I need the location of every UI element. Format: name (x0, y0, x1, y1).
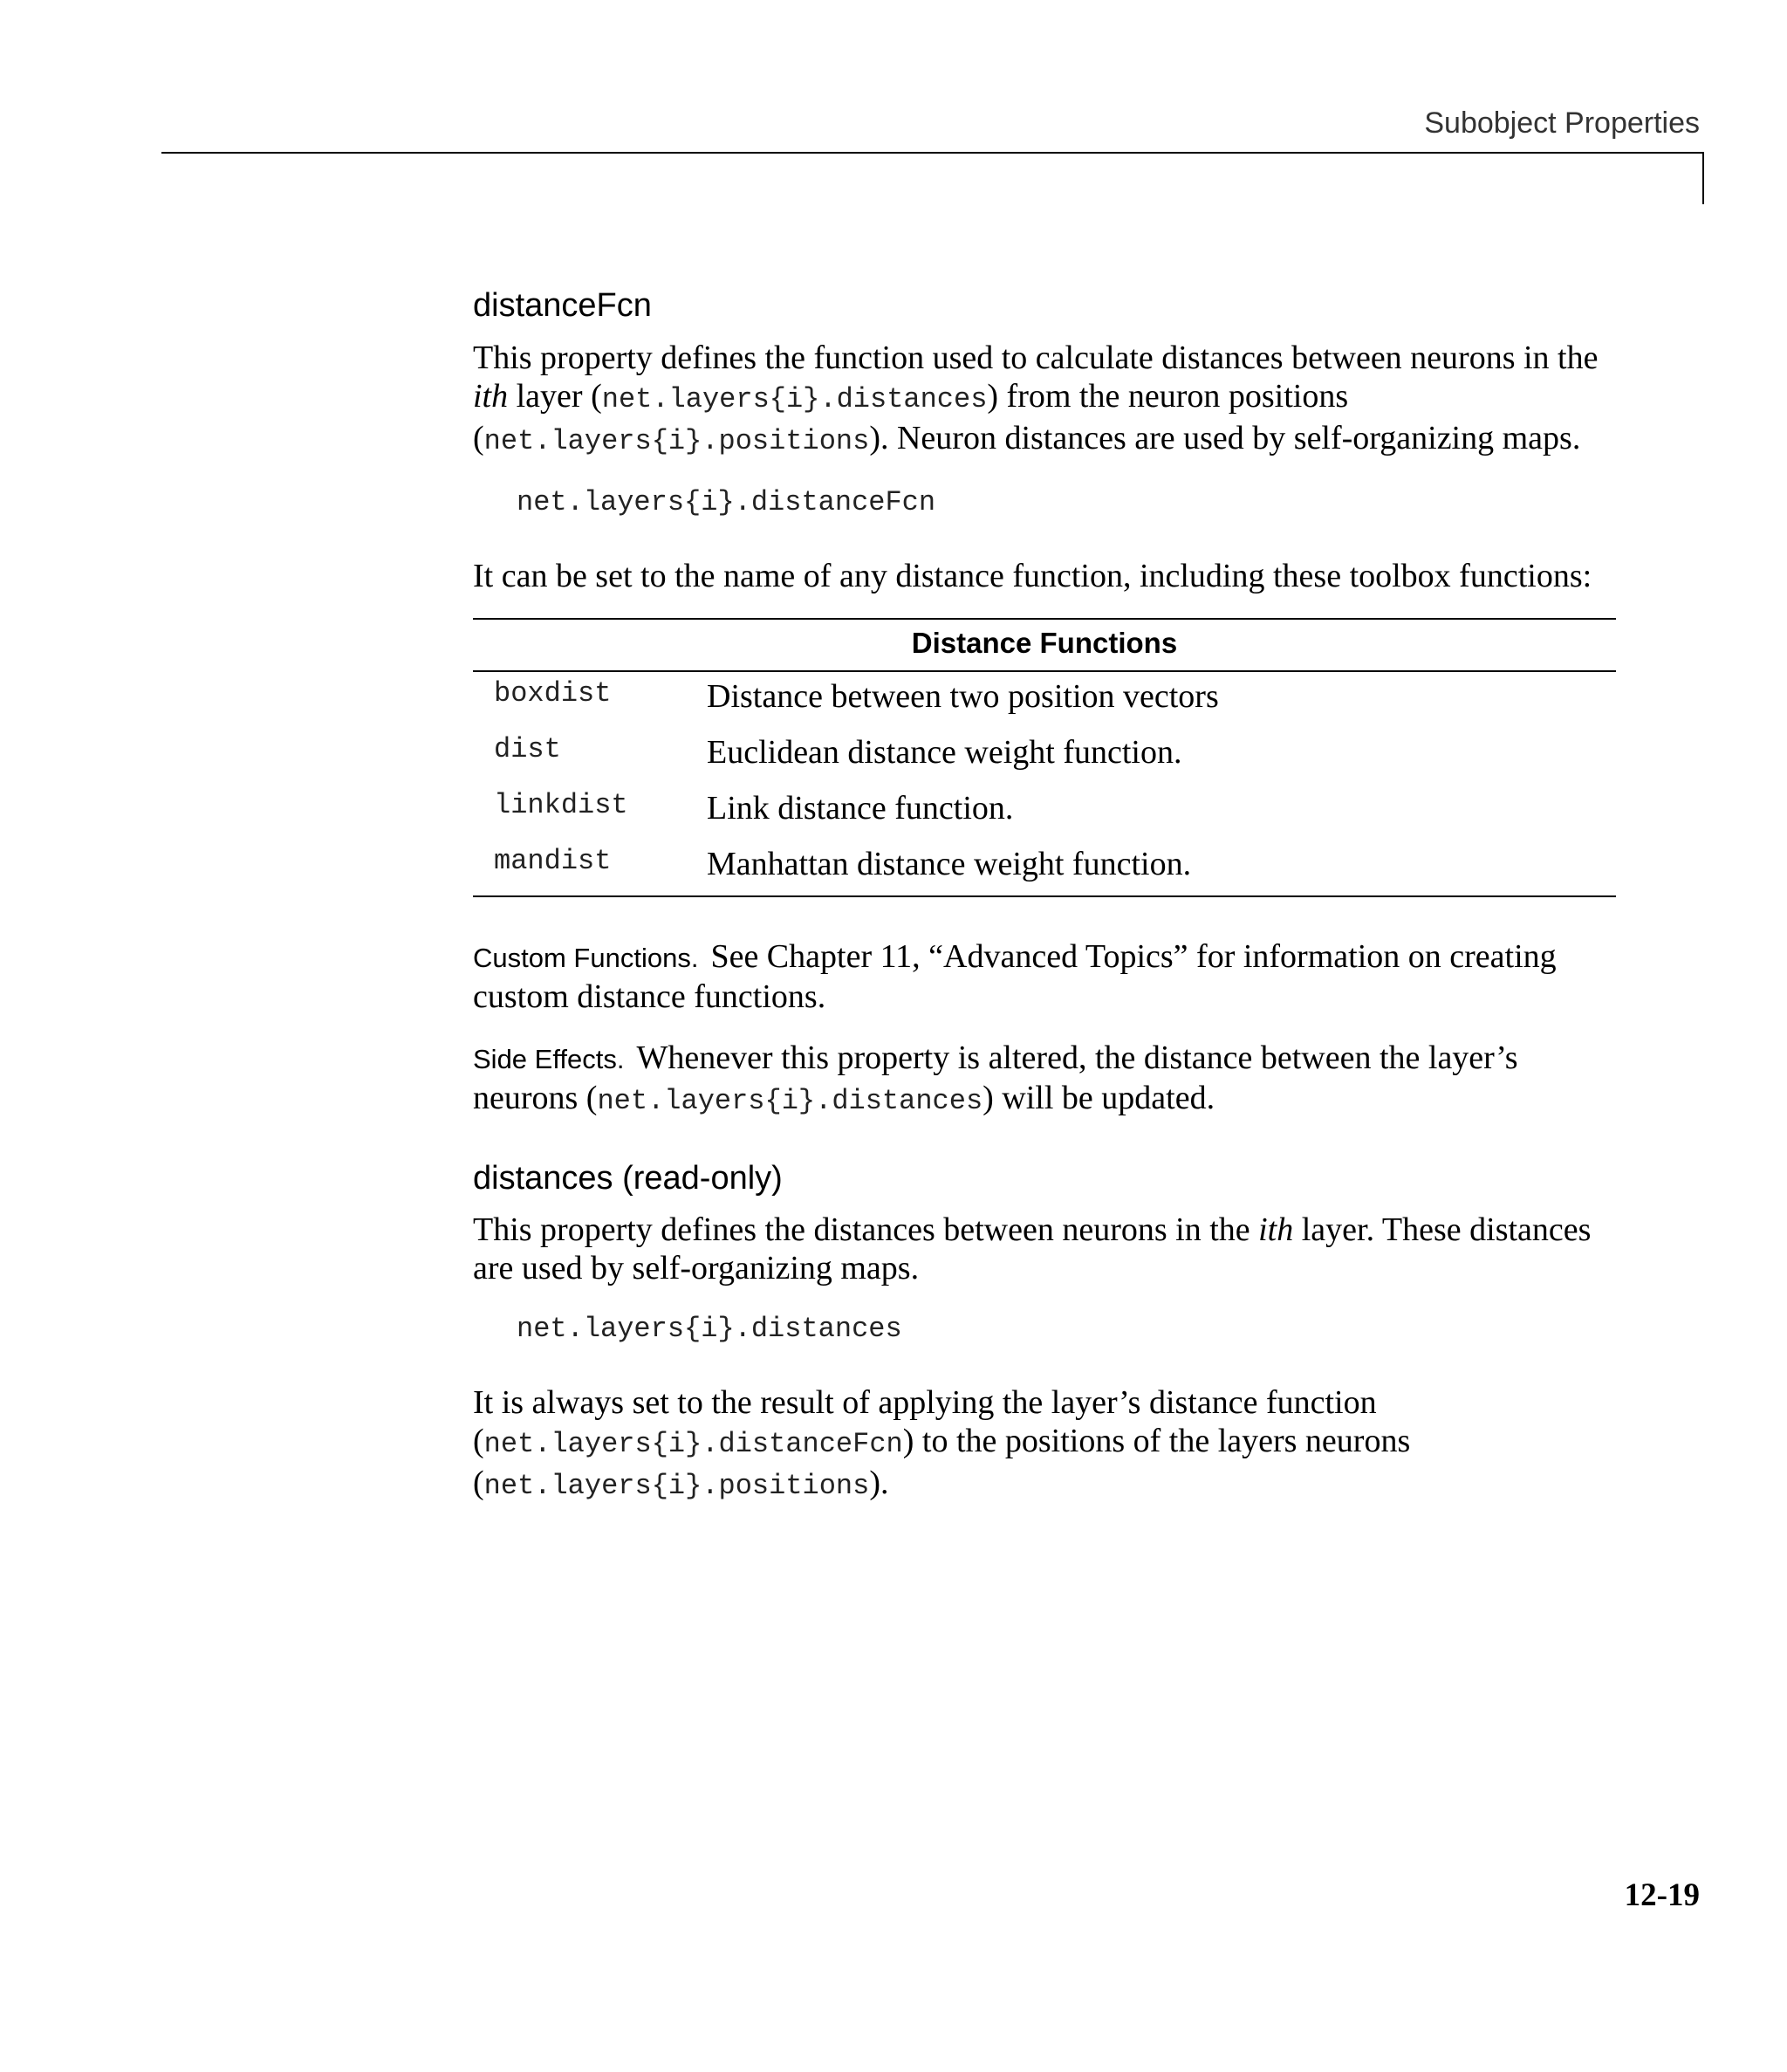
inline-code: net.layers{i}.positions (483, 424, 870, 457)
function-name: mandist (473, 840, 707, 896)
page-content (473, 286, 1616, 1528)
inline-code: net.layers{i}.positions (483, 1470, 870, 1503)
distancefcn-set-text: It can be set to the name of any distance function, including these toolbox functions: (473, 557, 1592, 594)
table-title: Distance Functions (473, 619, 1616, 671)
text-span: Whenever this property is altered, the distance between the layer’s neurons ( (473, 1039, 1518, 1116)
distances-syntax: net.layers{i}.distances (517, 1313, 902, 1346)
function-description: Link distance function. (707, 789, 1014, 827)
table-row (473, 728, 1616, 784)
running-head: Subobject Properties (1424, 106, 1700, 140)
table-header-row (473, 619, 1616, 671)
custom-functions-label: Custom Functions. (473, 942, 699, 973)
function-name: dist (494, 732, 561, 765)
inline-code: net.layers{i}.distances (601, 382, 988, 415)
text-span: layer. These distances are used by self-organizing maps. (473, 1211, 1592, 1287)
text-span: This property defines the function used to calculate distances between neurons in the (473, 339, 1599, 376)
distances-intro (473, 1211, 1616, 1287)
function-description: Manhattan distance weight function. (707, 840, 1616, 896)
text-span: ) from the neuron positions ( (473, 377, 1349, 456)
distancefcn-heading: distanceFcn (473, 287, 652, 324)
function-description: Distance between two position vectors (707, 677, 1219, 715)
distancefcn-intro (473, 339, 1616, 461)
text-span: See Chapter 11, “Advanced Topics” for information on creating custom distance functions. (473, 937, 1557, 1015)
text-span: This property defines the distances between neurons in the (473, 1211, 1259, 1249)
text-span: ) to the positions of the layers neurons ( (473, 1423, 1411, 1502)
function-name: boxdist (494, 676, 612, 710)
text-span: ) will be updated. (983, 1079, 1215, 1116)
text-span: ). Neuron distances are used by self-organizing maps. (869, 419, 1581, 456)
text-span: ). (869, 1465, 889, 1502)
header-rule (161, 152, 1704, 154)
emphasis: ith (1258, 1211, 1294, 1249)
page-number: 12-19 (1624, 1877, 1700, 1913)
inline-code: net.layers{i}.distances (597, 1084, 983, 1117)
function-description: Euclidean distance weight function. (707, 733, 1182, 771)
distances-heading: distances (read-only) (473, 1159, 783, 1197)
distances-result (473, 1383, 1616, 1506)
table-row (473, 840, 1616, 896)
distance-functions-table (473, 618, 1616, 897)
custom-functions-para (473, 937, 1616, 1016)
side-effects-para (473, 1039, 1616, 1121)
table-row (473, 671, 1616, 728)
text-span: layer ( (508, 377, 602, 415)
distancefcn-syntax: net.layers{i}.distanceFcn (517, 485, 936, 518)
side-effects-label: Side Effects. (473, 1043, 625, 1074)
header-rule-tick (1702, 152, 1704, 204)
inline-code: net.layers{i}.distanceFcn (483, 1428, 903, 1461)
table-row (473, 784, 1616, 840)
function-name: linkdist (494, 788, 628, 821)
text-span: It is always set to the result of applying the layer’s distance function ( (473, 1384, 1377, 1460)
emphasis: ith (473, 377, 509, 415)
